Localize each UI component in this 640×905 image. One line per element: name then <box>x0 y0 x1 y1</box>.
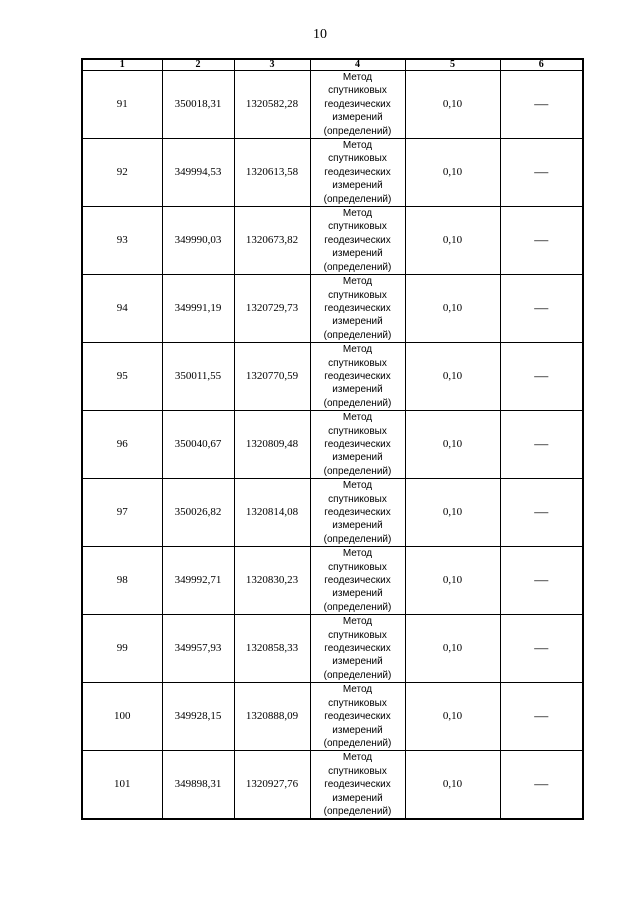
x-coordinate-cell: 349957,93 <box>162 615 234 683</box>
table-row <box>82 547 583 615</box>
accuracy-cell: 0,10 <box>405 479 500 547</box>
column-header-3: 3 <box>234 59 310 71</box>
table-row <box>82 343 583 411</box>
accuracy-cell: 0,10 <box>405 547 500 615</box>
method-cell: Метод спутниковых геодезических измерений (определений) <box>310 547 405 615</box>
table-row <box>82 615 583 683</box>
accuracy-cell: 0,10 <box>405 71 500 139</box>
y-coordinate-cell: 1320814,08 <box>234 479 310 547</box>
accuracy-cell: 0,10 <box>405 139 500 207</box>
point-number-cell: 93 <box>82 207 162 275</box>
accuracy-cell: 0,10 <box>405 207 500 275</box>
point-number-cell: 92 <box>82 139 162 207</box>
x-coordinate-cell: 349992,71 <box>162 547 234 615</box>
point-number-cell: 99 <box>82 615 162 683</box>
table-body <box>82 71 583 820</box>
column-header-5: 5 <box>405 59 500 71</box>
x-coordinate-cell: 349928,15 <box>162 683 234 751</box>
note-cell: — <box>500 343 583 411</box>
y-coordinate-cell: 1320582,28 <box>234 71 310 139</box>
x-coordinate-cell: 350040,67 <box>162 411 234 479</box>
column-header-2: 2 <box>162 59 234 71</box>
method-cell: Метод спутниковых геодезических измерений (определений) <box>310 207 405 275</box>
method-cell: Метод спутниковых геодезических измерений (определений) <box>310 615 405 683</box>
method-cell: Метод спутниковых геодезических измерений (определений) <box>310 343 405 411</box>
note-cell: — <box>500 411 583 479</box>
point-number-cell: 95 <box>82 343 162 411</box>
point-number-cell: 98 <box>82 547 162 615</box>
table-header-row <box>82 59 583 71</box>
y-coordinate-cell: 1320858,33 <box>234 615 310 683</box>
y-coordinate-cell: 1320809,48 <box>234 411 310 479</box>
table-row <box>82 479 583 547</box>
note-cell: — <box>500 547 583 615</box>
y-coordinate-cell: 1320770,59 <box>234 343 310 411</box>
method-cell: Метод спутниковых геодезических измерений (определений) <box>310 479 405 547</box>
point-number-cell: 101 <box>82 751 162 820</box>
accuracy-cell: 0,10 <box>405 275 500 343</box>
accuracy-cell: 0,10 <box>405 411 500 479</box>
accuracy-cell: 0,10 <box>405 615 500 683</box>
table-row <box>82 751 583 820</box>
table-row <box>82 139 583 207</box>
note-cell: — <box>500 479 583 547</box>
method-cell: Метод спутниковых геодезических измерений (определений) <box>310 139 405 207</box>
accuracy-cell: 0,10 <box>405 343 500 411</box>
column-header-1: 1 <box>82 59 162 71</box>
note-cell: — <box>500 207 583 275</box>
x-coordinate-cell: 349898,31 <box>162 751 234 820</box>
accuracy-cell: 0,10 <box>405 683 500 751</box>
y-coordinate-cell: 1320830,23 <box>234 547 310 615</box>
method-cell: Метод спутниковых геодезических измерений (определений) <box>310 751 405 820</box>
point-number-cell: 91 <box>82 71 162 139</box>
y-coordinate-cell: 1320729,73 <box>234 275 310 343</box>
y-coordinate-cell: 1320673,82 <box>234 207 310 275</box>
point-number-cell: 96 <box>82 411 162 479</box>
accuracy-cell: 0,10 <box>405 751 500 820</box>
page-number: 10 <box>313 27 327 42</box>
point-number-cell: 100 <box>82 683 162 751</box>
x-coordinate-cell: 350011,55 <box>162 343 234 411</box>
table-row <box>82 275 583 343</box>
point-number-cell: 94 <box>82 275 162 343</box>
y-coordinate-cell: 1320927,76 <box>234 751 310 820</box>
x-coordinate-cell: 350026,82 <box>162 479 234 547</box>
table-row <box>82 71 583 139</box>
note-cell: — <box>500 683 583 751</box>
table-row <box>82 683 583 751</box>
x-coordinate-cell: 349991,19 <box>162 275 234 343</box>
note-cell: — <box>500 751 583 820</box>
note-cell: — <box>500 71 583 139</box>
column-header-4: 4 <box>310 59 405 71</box>
y-coordinate-cell: 1320613,58 <box>234 139 310 207</box>
method-cell: Метод спутниковых геодезических измерений (определений) <box>310 275 405 343</box>
note-cell: — <box>500 615 583 683</box>
x-coordinate-cell: 349994,53 <box>162 139 234 207</box>
table-row <box>82 207 583 275</box>
y-coordinate-cell: 1320888,09 <box>234 683 310 751</box>
table-row <box>82 411 583 479</box>
x-coordinate-cell: 349990,03 <box>162 207 234 275</box>
method-cell: Метод спутниковых геодезических измерений (определений) <box>310 683 405 751</box>
method-cell: Метод спутниковых геодезических измерений (определений) <box>310 71 405 139</box>
note-cell: — <box>500 275 583 343</box>
point-number-cell: 97 <box>82 479 162 547</box>
x-coordinate-cell: 350018,31 <box>162 71 234 139</box>
note-cell: — <box>500 139 583 207</box>
coordinates-table <box>81 58 584 820</box>
column-header-6: 6 <box>500 59 583 71</box>
method-cell: Метод спутниковых геодезических измерений (определений) <box>310 411 405 479</box>
